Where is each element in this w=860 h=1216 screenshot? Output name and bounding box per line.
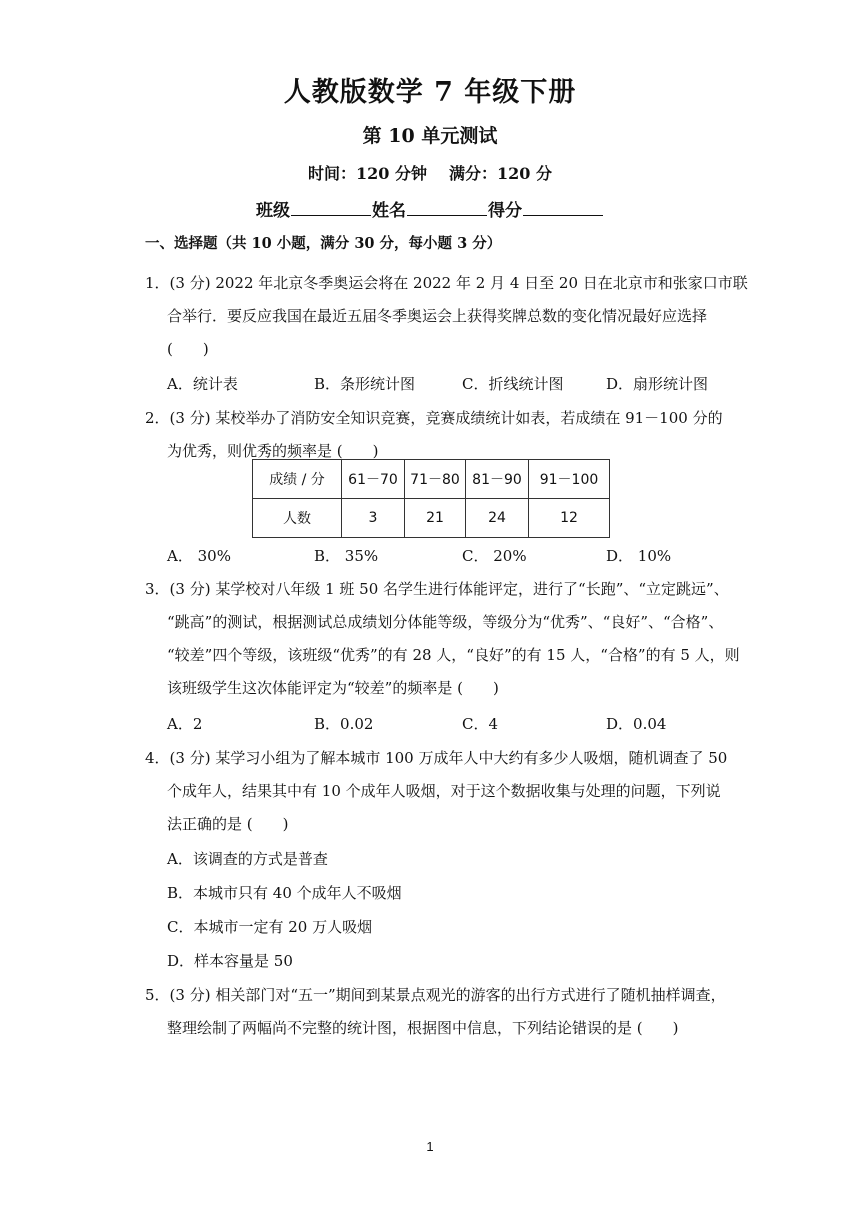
score-table-header-cell: 81－90	[466, 460, 529, 499]
question-3-line-4: 该班级学生这次体能评定为“较差”的频率是 ( )	[167, 679, 499, 697]
question-1-line-1: 1．(3 分) 2022 年北京冬季奥运会将在 2022 年 2 月 4 日至 20 日在北京市和张家口市联	[145, 274, 748, 292]
question-3-option-b: B．0.02	[314, 715, 374, 733]
question-3-line-3: “较差”四个等级，该班级“优秀”的有 28 人，“良好”的有 15 人，“合格”的有 5 人，则	[167, 646, 740, 664]
question-2-option-c: C． 20%	[462, 547, 527, 565]
question-1-line-3: ( )	[167, 340, 209, 358]
question-5-line-1: 5．(3 分) 相关部门对“五一”期间到某景点观光的游客的出行方式进行了随机抽样调查，	[145, 986, 726, 1004]
score-table	[252, 459, 610, 538]
exam-time: 时间：120 分钟	[308, 164, 427, 183]
section-heading: 一、选择题（共 10 小题，满分 30 分，每小题 3 分）	[145, 235, 502, 252]
name-blank[interactable]	[407, 201, 487, 216]
score-table-count-row	[253, 499, 610, 538]
question-2-option-a: A． 30%	[167, 547, 231, 565]
question-4-line-3: 法正确的是 ( )	[167, 815, 289, 833]
question-4-line-1: 4．(3 分) 某学习小组为了解本城市 100 万成年人中大约有多少人吸烟，随机调查了 50	[145, 749, 728, 767]
score-table-cell: 21	[405, 499, 466, 538]
score-table-header-row	[253, 460, 610, 499]
unit-subtitle: 第 10 单元测试	[362, 125, 498, 147]
question-1-option-d: D．扇形统计图	[606, 375, 709, 393]
question-4-option-b: B．本城市只有 40 个成年人不吸烟	[167, 884, 402, 902]
question-3-option-d: D．0.04	[606, 715, 667, 733]
score-table-header-cell: 71－80	[405, 460, 466, 499]
student-info-fields	[0, 196, 860, 221]
exam-meta	[0, 161, 860, 184]
question-2-option-d: D． 10%	[606, 547, 672, 565]
question-4-option-a: A．该调查的方式是普查	[167, 850, 328, 868]
score-table-header-cell: 91－100	[529, 460, 610, 499]
question-1-option-b: B．条形统计图	[314, 375, 416, 393]
score-table-cell: 人数	[253, 499, 342, 538]
question-3-option-a: A．2	[167, 715, 203, 733]
score-table-cell: 24	[466, 499, 529, 538]
page-title: 人教版数学 7 年级下册	[283, 77, 577, 108]
question-5-line-2: 整理绘制了两幅尚不完整的统计图，根据图中信息，下列结论错误的是 ( )	[167, 1019, 679, 1037]
question-4-line-2: 个成年人，结果其中有 10 个成年人吸烟，对于这个数据收集与处理的问题，下列说	[167, 782, 721, 800]
exam-full-score: 满分：120 分	[449, 164, 552, 183]
score-label: 得分	[488, 201, 522, 221]
question-3-option-c: C．4	[462, 715, 499, 733]
score-table-header-cell: 成绩 / 分	[253, 460, 342, 499]
question-3-line-1: 3．(3 分) 某学校对八年级 1 班 50 名学生进行体能评定，进行了“长跑”、“立定跳远”、	[145, 580, 729, 598]
score-table-header-cell: 61－70	[342, 460, 405, 499]
question-2-line-2: 为优秀，则优秀的频率是 ( )	[167, 442, 379, 460]
class-blank[interactable]	[291, 201, 371, 216]
class-label: 班级	[256, 201, 290, 221]
question-1-line-2: 合举行．要反应我国在最近五届冬季奥运会上获得奖牌总数的变化情况最好应选择	[167, 307, 708, 325]
score-table-cell: 12	[529, 499, 610, 538]
question-4-option-d: D．样本容量是 50	[167, 952, 293, 970]
question-3-line-2: “跳高”的测试，根据测试总成绩划分体能等级，等级分为“优秀”、“良好”、“合格”、	[167, 613, 724, 631]
question-2-line-1: 2．(3 分) 某校举办了消防安全知识竞赛，竞赛成绩统计如表，若成绩在 91－100 分的	[145, 409, 723, 427]
question-1-option-c: C．折线统计图	[462, 375, 564, 393]
score-table-cell: 3	[342, 499, 405, 538]
question-1-option-a: A．统计表	[167, 375, 238, 393]
name-label: 姓名	[372, 201, 406, 221]
score-blank[interactable]	[523, 201, 603, 216]
page-number: 1	[426, 1139, 434, 1154]
question-2-option-b: B． 35%	[314, 547, 379, 565]
question-4-option-c: C．本城市一定有 20 万人吸烟	[167, 918, 373, 936]
